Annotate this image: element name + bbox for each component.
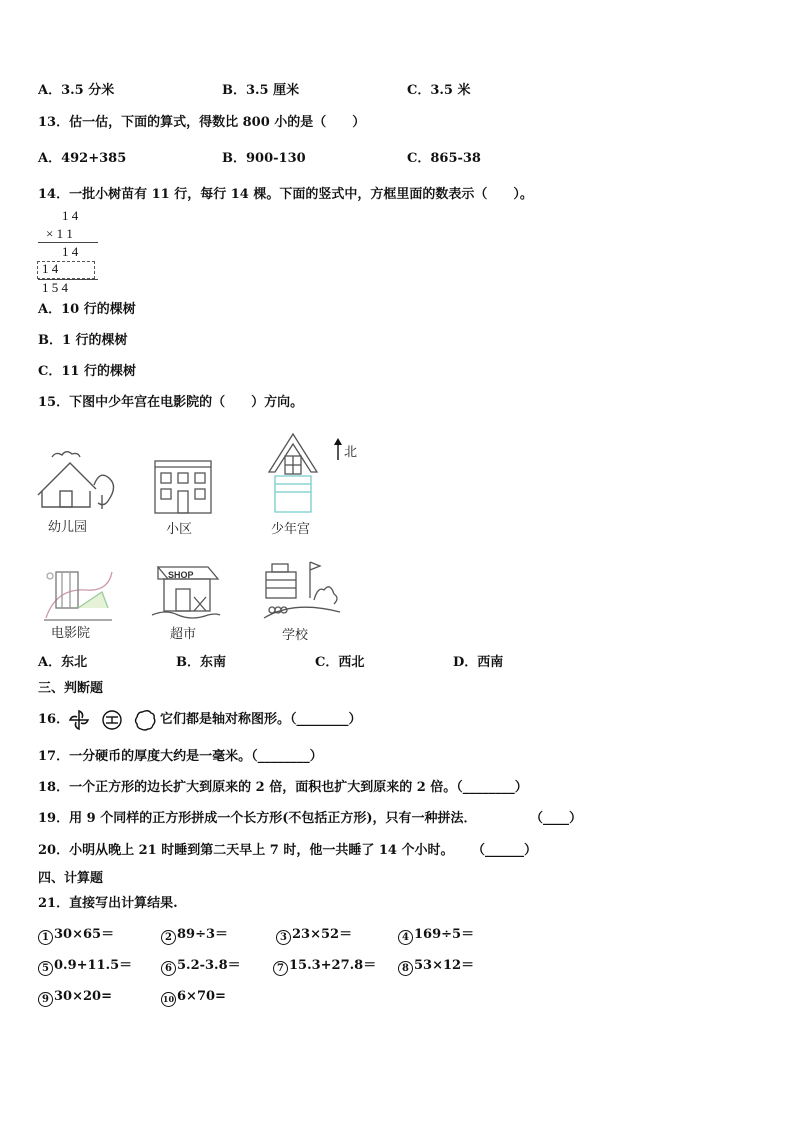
q16-shapes [68, 709, 160, 731]
q20-text: 20．小明从晚上 21 时睡到第二天早上 7 时，他一共睡了 14 个小时。 [38, 843, 454, 858]
vertical-row-3: 1 4 [62, 244, 79, 259]
calc-item [161, 989, 226, 1007]
calc-expression: 53×12＝ [414, 958, 475, 973]
q14-option-b: B．1 行的棵树 [38, 333, 128, 348]
item-number: 10 [161, 992, 176, 1007]
label-community: 小区 [166, 522, 193, 537]
label-supermarket: 超市 [170, 627, 197, 642]
q14-stem: 14．一批小树苗有 11 行，每行 14 棵。下面的竖式中，方框里面的数表示（ ）。 [38, 187, 533, 202]
calc-expression: 30×65＝ [54, 927, 115, 942]
youth-palace-tower-icon [265, 432, 325, 516]
q15-option-c: C．西北 [315, 655, 365, 670]
q13-option-b: B．900-130 [222, 151, 306, 166]
q15-option-a: A．东北 [38, 655, 88, 670]
vertical-line-1 [38, 242, 98, 243]
vertical-row-5: 1 5 4 [42, 280, 68, 295]
calc-item [273, 958, 376, 976]
label-school: 学校 [282, 628, 309, 643]
q14-option-a: A．10 行的棵树 [38, 302, 136, 317]
calc-expression: 23×52＝ [292, 927, 353, 942]
item-number: 3 [276, 930, 291, 945]
calc-expression: 15.3+27.8＝ [289, 958, 377, 973]
q21-stem: 21．直接写出计算结果. [38, 896, 178, 911]
shop-sign-text: SHOP [168, 570, 194, 580]
calc-item [38, 989, 112, 1007]
label-kindergarten: 幼儿园 [48, 520, 88, 535]
q18: 18．一个正方形的边长扩大到原来的 2 倍，面积也扩大到原来的 2 倍。（________） [38, 780, 528, 795]
calc-expression: 5.2-3.8＝ [177, 958, 241, 973]
north-label: 北 [344, 445, 358, 460]
pinwheel-shape-icon [70, 711, 88, 729]
q15-option-d: D．西南 [453, 655, 504, 670]
q13-option-c: C．865-38 [407, 151, 481, 166]
item-number: 7 [273, 961, 288, 976]
label-youth-palace: 少年宫 [271, 522, 311, 537]
item-number: 6 [161, 961, 176, 976]
item-number: 2 [161, 930, 176, 945]
q12-option-a: A．3.5 分米 [38, 83, 115, 98]
q12-option-c: C．3.5 米 [407, 83, 471, 98]
calc-expression: 89÷3＝ [177, 927, 229, 942]
q15-option-b: B．东南 [176, 655, 226, 670]
calc-item [398, 958, 474, 976]
q16-number: 16． [38, 712, 70, 727]
item-number: 5 [38, 961, 53, 976]
north-arrow-icon [332, 437, 344, 461]
calc-expression: 6×70= [177, 989, 226, 1004]
q12-option-b: B．3.5 厘米 [222, 83, 300, 98]
q16-text: 它们都是轴对称图形。（________） [160, 712, 362, 727]
calc-item [161, 927, 228, 945]
vertical-row-4: 1 4 [42, 261, 59, 276]
q13-option-a: A．492+385 [38, 151, 127, 166]
item-number: 9 [38, 992, 53, 1007]
q19-blank: （____） [530, 811, 583, 826]
q19-text: 19．用 9 个同样的正方形拼成一个长方形(不包括正方形)，只有一种拼法． [38, 811, 477, 826]
q15-stem: 15．下图中少年宫在电影院的（ ）方向。 [38, 395, 304, 410]
q13-stem: 13．估一估，下面的算式，得数比 800 小的是（ ） [38, 115, 366, 130]
item-number: 1 [38, 930, 53, 945]
section-4-heading: 四、计算题 [38, 871, 104, 886]
wavy-circle-shape-icon [136, 711, 155, 730]
q17: 17．一分硬币的厚度大约是一毫米。（________） [38, 749, 323, 764]
calc-expression: 30×20= [54, 989, 112, 1004]
calc-item [161, 958, 241, 976]
calc-item [398, 927, 474, 945]
cinema-building-icon [42, 562, 114, 622]
circle-divided-shape-icon [103, 711, 121, 729]
q14-option-c: C．11 行的棵树 [38, 364, 136, 379]
section-3-heading: 三、判断题 [38, 681, 104, 696]
calc-expression: 169÷5＝ [414, 927, 475, 942]
vertical-row-2: × 1 1 [46, 226, 73, 241]
calc-item [276, 927, 352, 945]
q20-blank: （______） [472, 843, 538, 858]
label-cinema: 电影院 [51, 626, 91, 641]
vertical-row-1: 1 4 [62, 208, 79, 223]
school-building-icon [262, 558, 342, 624]
item-number: 4 [398, 930, 413, 945]
calc-item [38, 958, 132, 976]
item-number: 8 [398, 961, 413, 976]
calc-item [38, 927, 114, 945]
community-building-icon [153, 457, 213, 515]
supermarket-shop-icon [150, 561, 222, 621]
calc-expression: 0.9+11.5＝ [54, 958, 133, 973]
kindergarten-house-icon [36, 445, 116, 517]
